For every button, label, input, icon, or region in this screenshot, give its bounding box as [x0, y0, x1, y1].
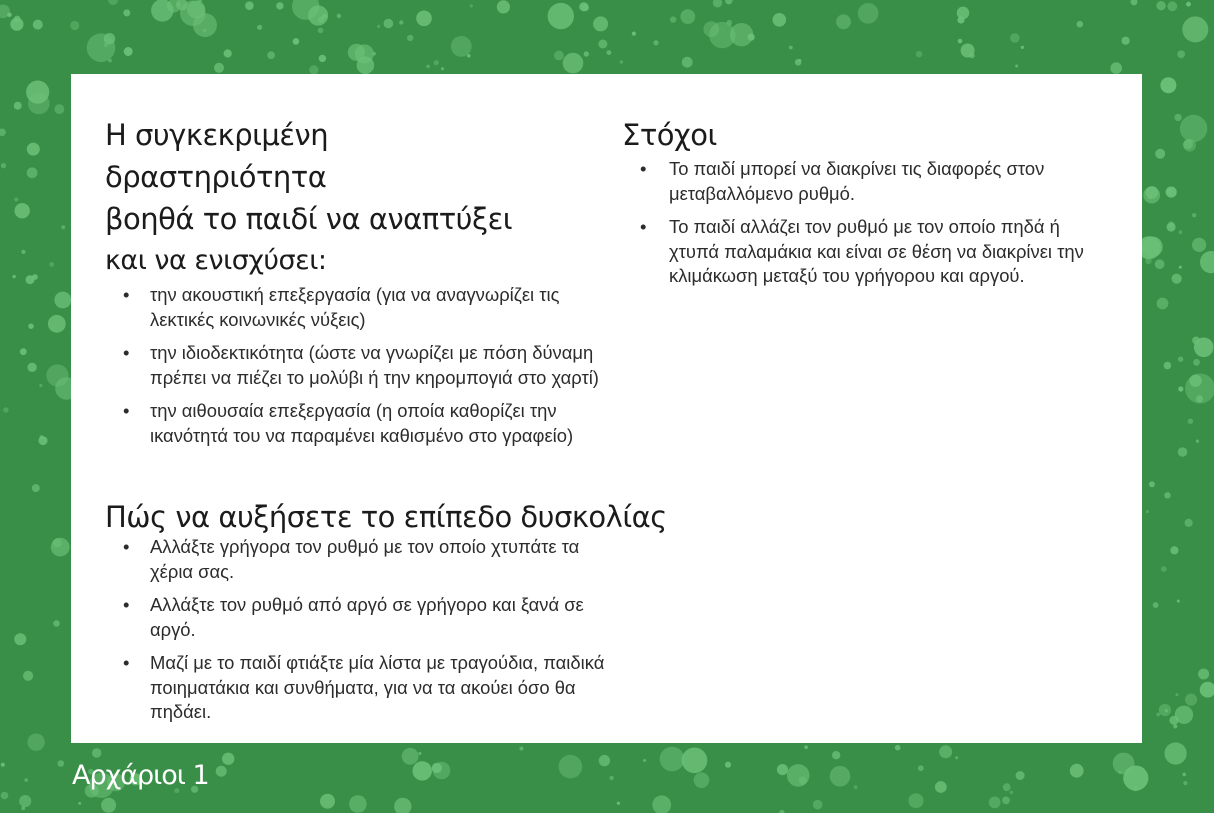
background-dot [680, 9, 695, 24]
background-dot [1157, 298, 1169, 310]
background-dot [3, 407, 8, 412]
background-dot [1198, 669, 1209, 680]
background-dot [1196, 440, 1199, 443]
background-dot [53, 620, 60, 627]
background-dot [955, 756, 958, 759]
background-dot [320, 794, 335, 809]
background-dot [1010, 791, 1014, 795]
background-dot [1178, 386, 1183, 391]
background-dot [1192, 337, 1200, 345]
background-dot [599, 755, 610, 766]
list-item: • την ακουστική επεξεργασία (για να αναγνωρίζει τις λεκτικές κοινωνικές νύξεις) [105, 283, 625, 332]
background-dot [27, 734, 44, 751]
intro-heading [105, 114, 545, 282]
background-dot [1185, 519, 1193, 527]
background-dot [108, 59, 112, 63]
background-dot [48, 315, 66, 333]
background-dot [32, 274, 38, 280]
background-dot [1178, 447, 1188, 457]
background-dot [28, 324, 33, 329]
background-dot [1156, 1, 1165, 10]
background-dot [725, 0, 732, 5]
background-dot [1113, 753, 1135, 775]
background-dot [1177, 600, 1180, 603]
background-dot [916, 51, 922, 57]
background-dot [1145, 258, 1152, 265]
background-dot [418, 752, 421, 755]
background-dot [51, 538, 70, 557]
background-dot [1196, 395, 1203, 402]
list-item: • Μαζί με το παιδί φτιάξτε μία λίστα με τραγούδια, παιδικά ποιηματάκια και συνθήματα, για να τα ακούει όσο θα πηδάει. [105, 651, 625, 725]
left-column [105, 114, 667, 734]
background-dot [21, 806, 25, 810]
background-dot [1133, 786, 1138, 791]
background-dot [123, 9, 130, 16]
background-dot [1173, 724, 1177, 728]
background-dot [957, 7, 970, 20]
background-dot [276, 2, 283, 9]
background-dot [12, 275, 15, 278]
background-dot [1186, 2, 1191, 7]
background-dot [748, 34, 755, 41]
background-dot [598, 40, 607, 49]
background-dot [1146, 510, 1149, 513]
background-dot [832, 751, 840, 759]
activity-card [71, 74, 1142, 743]
background-dot [1175, 693, 1178, 696]
background-dot [1175, 706, 1193, 724]
background-dot [682, 748, 708, 774]
background-dot [27, 143, 40, 156]
background-dot [14, 102, 22, 110]
list-item: • Το παιδί αλλάζει τον ρυθμό με τον οποίο πηδά ή χτυπά παλαμάκια και είναι σε θέση να διακρίνει την κλιμάκωση μεταξύ του γρήγορου και αργού. [622, 215, 1112, 289]
background-dot [416, 10, 432, 26]
background-dot [58, 760, 65, 767]
background-dot [14, 197, 18, 201]
background-dot [10, 18, 23, 31]
background-dot [1160, 77, 1176, 93]
background-dot [939, 745, 952, 758]
background-dot [617, 802, 620, 805]
background-dot [1148, 195, 1153, 200]
background-dot [413, 761, 432, 780]
background-dot [61, 225, 65, 229]
list-item: • την ιδιοδεκτικότητα (ώστε να γνωρίζει με πόση δύναμη πρέπει να πιέζει το μολύβι ή την κηρομπογιά στο χαρτί) [105, 341, 625, 390]
background-dot [293, 38, 300, 45]
background-dot [727, 20, 733, 26]
background-dot [124, 47, 133, 56]
background-dot [1179, 266, 1182, 269]
background-dot [660, 747, 685, 772]
background-dot [1183, 781, 1187, 785]
background-dot [78, 802, 81, 805]
background-dot [357, 56, 375, 74]
background-dot [798, 59, 801, 62]
background-dot [267, 51, 275, 59]
background-dot [958, 39, 963, 44]
background-dot [804, 745, 808, 749]
background-dot [643, 759, 646, 762]
background-dot [27, 363, 36, 372]
background-dot [1164, 492, 1170, 498]
background-dot [407, 35, 413, 41]
background-dot [725, 762, 731, 768]
background-dot [1200, 251, 1214, 273]
background-dot [1167, 223, 1176, 232]
background-dot [70, 21, 79, 30]
background-dot [1156, 713, 1160, 717]
background-dot [1192, 213, 1196, 217]
background-dot [918, 765, 924, 771]
background-dot [470, 4, 473, 7]
background-dot [620, 60, 624, 64]
background-dot [87, 33, 116, 62]
background-dot [1179, 230, 1183, 234]
background-dot [653, 40, 658, 45]
background-dot [1192, 238, 1206, 252]
intro-heading-line: βοηθά το παιδί να αναπτύξει [105, 202, 513, 236]
background-dot [27, 167, 38, 178]
background-dot [773, 13, 787, 27]
background-dot [1021, 46, 1024, 49]
goals-list [622, 157, 1112, 289]
background-dot [372, 52, 376, 56]
list-item: • Αλλάξτε τον ρυθμό από αργό σε γρήγορο και ξανά σε αργό. [105, 593, 625, 642]
background-dot [224, 49, 232, 57]
list-item: • Αλλάξτε γρήγορα τον ρυθμό με τον οποίο χτυπάτε τα χέρια σας. [105, 535, 625, 584]
list-item: • Το παιδί μπορεί να διακρίνει τις διαφορές στον μεταβαλλόμενο ρυθμό. [622, 157, 1112, 206]
background-dot [245, 1, 254, 10]
background-dot [39, 384, 42, 387]
background-dot [426, 65, 430, 69]
background-dot [1153, 602, 1159, 608]
background-dot [813, 800, 823, 810]
background-dot [1, 792, 9, 800]
background-dot [858, 3, 879, 24]
background-dot [1167, 1, 1177, 11]
background-dot [1189, 375, 1201, 387]
background-dot [54, 104, 64, 114]
background-dot [15, 203, 30, 218]
background-dot [1016, 771, 1025, 780]
background-dot [694, 772, 710, 788]
background-dot [584, 51, 589, 56]
goals-heading: Στόχοι [622, 118, 717, 152]
level-label: Αρχάριοι 1 [72, 760, 209, 791]
background-dot [1149, 481, 1155, 487]
background-dot [26, 81, 49, 104]
background-dot [682, 57, 693, 68]
background-dot [1, 763, 5, 767]
background-dot [1170, 546, 1178, 554]
background-dot [337, 14, 341, 18]
background-dot [519, 747, 523, 751]
background-dot [434, 60, 439, 65]
background-dot [1183, 140, 1193, 150]
background-dot [787, 764, 810, 787]
background-dot [49, 262, 54, 267]
background-dot [1188, 419, 1193, 424]
background-dot [961, 44, 975, 58]
background-dot [0, 129, 6, 137]
background-dot [1122, 37, 1130, 45]
background-dot [467, 54, 471, 58]
background-dot [607, 50, 612, 55]
background-dot [216, 766, 227, 777]
background-dot [632, 31, 636, 35]
background-dot [895, 745, 901, 751]
background-dot [554, 51, 564, 61]
background-dot [497, 0, 510, 13]
background-dot [935, 781, 947, 793]
background-dot [1164, 362, 1172, 370]
background-dot [989, 797, 1001, 809]
difficulty-heading: Πώς να αυξήσετε το επίπεδο δυσκολίας [105, 500, 667, 534]
background-dot [836, 14, 851, 29]
background-dot [1200, 682, 1214, 698]
background-dot [1165, 742, 1187, 764]
background-dot [1131, 0, 1138, 5]
background-dot [432, 763, 442, 773]
background-dot [1159, 704, 1171, 716]
background-dot [1003, 783, 1011, 791]
background-dot [609, 776, 613, 780]
background-dot [579, 2, 588, 11]
background-dot [39, 436, 48, 445]
background-dot [19, 795, 31, 807]
background-dot [349, 795, 367, 813]
background-dot [384, 19, 394, 29]
intro-heading-line: και να ενισχύσει: [105, 245, 327, 276]
background-dot [1180, 115, 1207, 142]
background-dot [1155, 149, 1165, 159]
background-dot [1110, 62, 1122, 74]
background-dot [854, 785, 858, 789]
background-dot [1185, 694, 1197, 706]
background-dot [652, 795, 671, 813]
background-dot [21, 250, 25, 254]
background-dot [1174, 114, 1181, 121]
background-dot [670, 16, 676, 22]
background-dot [1161, 566, 1167, 572]
background-dot [548, 3, 574, 29]
difficulty-list [105, 535, 625, 725]
background-dot [24, 778, 28, 782]
background-dot [54, 292, 71, 309]
background-dot [402, 748, 419, 765]
background-dot [830, 766, 851, 787]
background-dot [1182, 16, 1208, 42]
background-dot [399, 20, 403, 24]
background-dot [1, 163, 6, 168]
background-dot [559, 755, 583, 779]
background-dot [451, 36, 472, 57]
background-dot [187, 1, 205, 19]
background-dot [1015, 65, 1018, 68]
background-dot [14, 633, 26, 645]
background-dot [1193, 359, 1200, 366]
background-dot [1002, 797, 1010, 805]
background-dot [394, 798, 411, 813]
background-dot [222, 753, 234, 765]
background-dot [33, 20, 43, 30]
background-dot [1010, 33, 1020, 43]
background-dot [104, 43, 109, 48]
background-dot [377, 25, 380, 28]
list-item: • την αιθουσαία επεξεργασία (η οποία καθορίζει την ικανότητά του να παραμένει καθισμένο στο γραφείο) [105, 399, 625, 448]
background-dot [1077, 21, 1084, 28]
background-dot [214, 63, 224, 73]
background-dot [1155, 259, 1165, 269]
background-dot [1178, 357, 1183, 362]
background-dot [32, 484, 40, 492]
background-dot [1166, 187, 1177, 198]
background-dot [319, 55, 326, 62]
background-dot [20, 348, 27, 355]
background-dot [23, 671, 33, 681]
background-dot [713, 0, 722, 7]
background-dot [1172, 274, 1182, 284]
background-dot [441, 67, 444, 70]
background-dot [593, 16, 608, 31]
right-column [622, 114, 1112, 298]
background-dot [563, 53, 584, 74]
background-dot [108, 0, 118, 5]
background-dot [1177, 50, 1185, 58]
background-dot [318, 28, 324, 34]
intro-list [105, 283, 625, 448]
background-dot [789, 46, 793, 50]
background-dot [101, 798, 116, 813]
intro-heading-line: Η συγκεκριμένη δραστηριότητα [105, 118, 329, 194]
background-dot [909, 793, 924, 808]
background-dot [257, 25, 262, 30]
background-dot [703, 21, 719, 37]
background-dot [777, 764, 788, 775]
background-dot [1182, 773, 1186, 777]
background-dot [1070, 764, 1084, 778]
background-dot [322, 14, 327, 19]
